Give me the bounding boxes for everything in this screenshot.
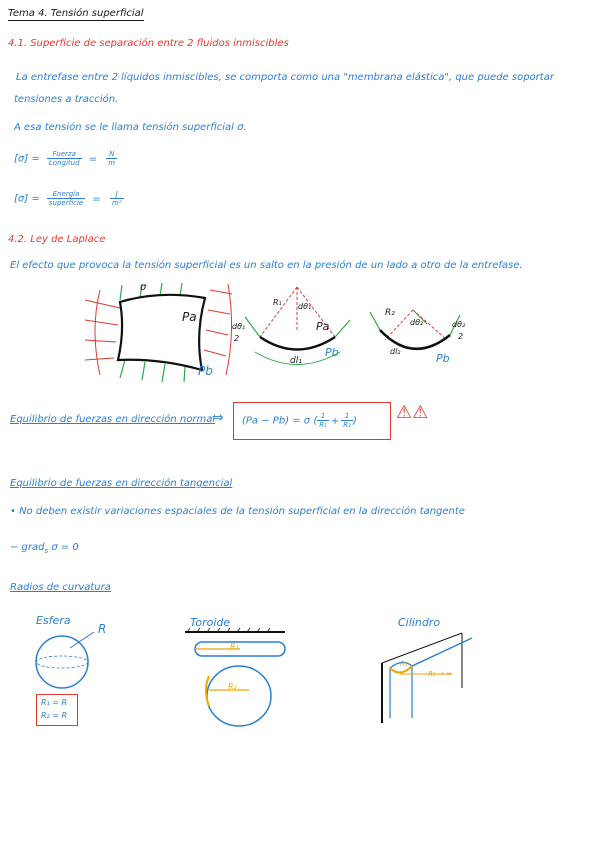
pa-label: Pa <box>182 310 197 324</box>
denominator: Longitud <box>48 159 80 167</box>
pressure-arrows <box>85 290 120 375</box>
cilindro-label: Cilindro <box>398 616 441 629</box>
pb-label: Pb <box>325 346 339 359</box>
sphere-diagram <box>30 630 100 690</box>
equals: = <box>88 153 98 165</box>
torus-r2-label: R₂ <box>228 682 237 691</box>
denominator: m² <box>112 199 122 207</box>
two-label: 2 <box>234 334 240 343</box>
pb-label: Pb <box>198 364 213 378</box>
dl2-label: dl₂ <box>390 347 401 356</box>
denominator: R₁ <box>319 421 327 429</box>
dtheta2-label: dθ₂ <box>410 318 424 327</box>
numerator: N <box>106 150 117 159</box>
text-line: El efecto que provoca la tensión superficial es un salto en la presión de un lado a otro de la entrefase. <box>10 260 523 271</box>
cylinder-diagram <box>372 628 482 723</box>
fraction <box>47 150 82 167</box>
fraction <box>110 190 124 207</box>
page-title: Tema 4. Tensión superficial <box>8 8 144 19</box>
pa-label: Pa <box>316 320 330 333</box>
surface-patch <box>118 295 205 370</box>
r2-label: R₂ <box>385 308 395 318</box>
sphere-radii-box <box>36 694 78 726</box>
grad-rest: σ = 0 <box>48 542 79 553</box>
dtheta2-half-label: dθ₂ <box>452 320 466 329</box>
dtheta1-label: dθ₁ <box>298 302 312 311</box>
equals: = <box>92 193 101 205</box>
laplace-equation-box <box>233 402 391 440</box>
pb-label: Pb <box>436 352 450 365</box>
numerator: Energía <box>47 190 85 199</box>
fraction <box>106 150 117 167</box>
section-heading-4-1: 4.1. Superficie de separación entre 2 fluidos inmiscibles <box>8 38 289 49</box>
r2-equals-r: R₂ = R <box>41 711 68 720</box>
membrane-diagram <box>80 280 240 385</box>
esfera-r-label: R <box>98 622 107 636</box>
plus: + <box>330 415 340 427</box>
text-line: A esa tensión se le llama tensión superficial σ. <box>14 122 247 133</box>
section-heading-4-2: 4.2. Ley de Laplace <box>8 234 106 245</box>
two-label: 2 <box>458 332 464 341</box>
denominator: superficie <box>48 199 84 207</box>
numerator: 1 <box>317 412 329 421</box>
torus-diagram <box>185 628 295 738</box>
normal-equilibrium-label: Equilibrio de fuerzas en dirección normal <box>10 414 216 425</box>
grad-subscript: s <box>44 547 49 555</box>
eq-lhs: [σ] = <box>14 193 40 205</box>
dtheta1-half-label: dθ₁ <box>232 322 246 331</box>
arc <box>260 337 335 350</box>
text-line: La entrefase entre 2 líquidos inmiscibles, se comporta como una "membrana elástica", que puede soportar <box>16 72 554 83</box>
esfera-label: Esfera <box>36 614 71 627</box>
numerator: Fuerza <box>47 150 82 159</box>
eq-rhs: ) <box>352 415 357 427</box>
grad-text: − grad <box>10 542 45 553</box>
denominator: m <box>108 159 116 167</box>
eq-lhs: [σ] = <box>14 153 40 165</box>
fraction <box>341 412 353 429</box>
laplace-equation <box>242 412 357 429</box>
r1-equals-r: R₁ = R <box>41 698 68 707</box>
cyl-r1-label: R₁ <box>400 660 408 668</box>
numerator: 1 <box>341 412 353 421</box>
dl1-label: dl₁ <box>290 356 302 366</box>
sigma-label: σ <box>140 282 147 293</box>
unit-equation-force <box>14 150 117 167</box>
tangential-equilibrium-label: Equilibrio de fuerzas en dirección tangencial <box>10 478 233 489</box>
implies-arrow: ⇒ <box>212 410 224 426</box>
fraction <box>317 412 329 429</box>
r1-label: R₁ <box>273 298 282 307</box>
radii-heading: Radios de curvatura <box>10 582 111 593</box>
warning-icon: ⚠⚠ <box>396 402 429 423</box>
denominator: R₂ <box>343 421 351 429</box>
fraction <box>47 190 85 207</box>
numerator: J <box>110 190 124 199</box>
toroide-label: Toroide <box>190 616 231 629</box>
eq-lhs: (Pa − Pb) = σ ( <box>242 415 318 427</box>
gradient-equation <box>10 542 79 555</box>
text-line: tensiones a tracción. <box>14 94 119 105</box>
torus-r1-label: R₁ <box>230 642 239 651</box>
tension-arrows <box>120 283 185 382</box>
bullet-text: • No deben existir variaciones espaciales de la tensión superficial en la dirección tangente <box>10 506 465 517</box>
unit-equation-energy <box>14 190 124 207</box>
cyl-r2-label: R₂ → ∞ <box>428 670 452 678</box>
